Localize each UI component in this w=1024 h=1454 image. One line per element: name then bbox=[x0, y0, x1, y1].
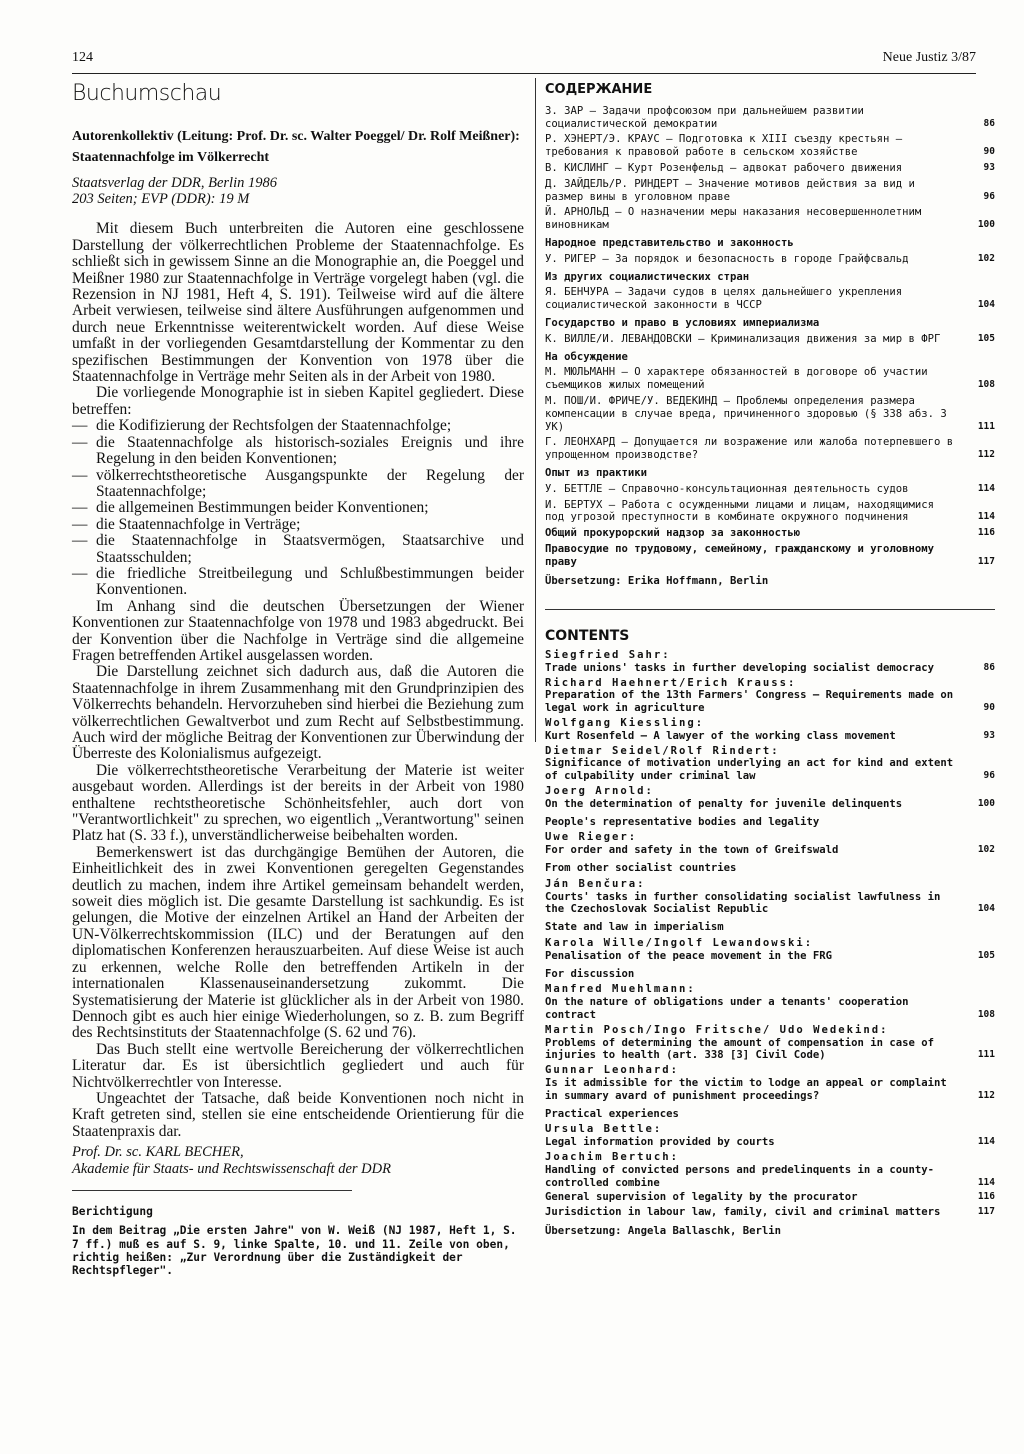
page-header bbox=[72, 50, 976, 72]
chapter-item: — die Staatennachfolge als historisch-soziales Ereignis und ihre Regelung in den beiden Konventionen; bbox=[72, 435, 524, 468]
contents-section-heading: Государство и право в условиях империализма bbox=[545, 316, 820, 329]
contents-entry bbox=[545, 1206, 995, 1219]
contents-entry-page: 108 bbox=[977, 1009, 995, 1021]
contents-entry bbox=[545, 1024, 995, 1062]
review-paragraph: Ungeachtet der Tatsache, daß beide Konventionen noch nicht in Kraft getreten sind, stellen sie eine entscheidende Orientierung für die Staatenpraxis dar. bbox=[72, 1089, 524, 1140]
contents-entry-title: On the determination of penalty for juvenile delinquents bbox=[545, 797, 903, 810]
chapter-item: — die Staatennachfolge in Staatsvermögen, Staatsarchive und Staatsschulden; bbox=[72, 533, 524, 566]
contents-entry-text-block bbox=[545, 1064, 971, 1102]
chapter-item: — die allgemeinen Bestimmungen beider Konventionen; bbox=[72, 500, 524, 516]
contents-entry bbox=[545, 785, 995, 811]
correction-text: In dem Beitrag „Die ersten Jahre" von W. Weiß (NJ 1987, Heft 1, S. 7 ff.) muß es auf S. 9, linke Spalte, 10. und 11. Zeile von oben, richtig heißen: „Zur Verordnung über die Zuständigkeit der Rechtspfleger". bbox=[72, 1224, 517, 1277]
contents-entry-title: Problems of determining the amount of compensation in case of injuries to health (art. 338 [3] Civil Code) bbox=[545, 1036, 935, 1062]
contents-entry bbox=[545, 483, 995, 496]
contents-entry bbox=[545, 1151, 995, 1189]
contents-entry-text-block bbox=[545, 253, 971, 266]
contents-section-heading: Из других социалистических стран bbox=[545, 270, 750, 283]
english-translator: Übersetzung: Angela Ballaschk, Berlin bbox=[545, 1224, 781, 1237]
contents-entry-author: Gunnar Leonhard: bbox=[545, 1064, 680, 1077]
contents-entry bbox=[545, 527, 995, 540]
contents-entry-page: 111 bbox=[977, 420, 995, 432]
contents-section-heading: Practical experiences bbox=[545, 1107, 679, 1120]
contents-entry-title: М. МЮЛЬМАНН — О характере обязанностей в договоре об участии съемщиков жилых помещений bbox=[545, 366, 928, 392]
review-authors: Autorenkollektiv (Leitung: Prof. Dr. sc. Walter Poeggel/ Dr. Rolf Meißner): bbox=[72, 129, 520, 145]
contents-entry-author: Uwe Rieger: bbox=[545, 831, 638, 844]
contents-entry bbox=[545, 366, 995, 392]
contents-entry-title: Courts' tasks in further consolidating socialist lawfulness in the Czechoslovak Socialist Republic bbox=[545, 890, 941, 916]
contents-section-heading: State and law in imperialism bbox=[545, 921, 724, 934]
chapter-list bbox=[72, 418, 524, 598]
contents-section-heading: На обсуждение bbox=[545, 350, 628, 363]
contents-entry-title: Р. ХЭНЕРТ/Э. КРАУС — Подготовка к XIII съезду крестьян — требования к правовой работе в сельском хозяйстве bbox=[545, 133, 903, 159]
contents-column bbox=[545, 84, 995, 1238]
contents-entry bbox=[545, 543, 995, 569]
contents-entry-title: Is it admissible for the victim to lodge an appeal or complaint in summary avard of punishment proceedings? bbox=[545, 1077, 947, 1102]
contents-section-heading: From other socialist countries bbox=[545, 862, 737, 875]
contents-entry-text-block bbox=[545, 878, 971, 916]
russian-contents-list bbox=[545, 105, 995, 569]
reviewer-signature bbox=[72, 1144, 524, 1178]
review-paragraph: Die völkerrechtstheoretische Verarbeitung der Materie ist weiter ausgebaut worden. Allerdings ist der bereits in der Arbeit von 1980 enthaltene rechtstheoretische Schönheitsfehler, auch dort von "Verantwortlichkeit" zu sprechen, wo eigentlich „Verantwortung" seinen Platz hat (S. 33 f.), unverständlicherweise beibehalten worden. bbox=[72, 761, 524, 845]
contents-entry-title: Significance of motivation underlying an act for kind and extent of culpability under criminal law bbox=[545, 757, 954, 783]
contents-entry-author: Dietmar Seidel/Rolf Rindert: bbox=[545, 744, 780, 757]
contents-entry-page: 112 bbox=[977, 1089, 995, 1101]
contents-entry-title: Г. ЛЕОНХАРД — Допущается ли возражение или жалоба потерпевшего в упрощенном производстве? bbox=[545, 436, 954, 462]
contents-entry-page: 96 bbox=[983, 770, 995, 782]
chapter-item: — die Kodifizierung der Rechtsfolgen der Staatennachfolge; bbox=[72, 418, 524, 434]
contents-entry bbox=[545, 1123, 995, 1149]
contents-entry bbox=[545, 395, 995, 433]
contents-entry-title: Общий прокурорский надзор за законностью bbox=[545, 527, 801, 540]
contents-entry-text-block bbox=[545, 1206, 971, 1219]
contents-entry-text-block bbox=[545, 983, 971, 1021]
contents-entry-text-block bbox=[545, 527, 971, 540]
contents-entry-author: Ján Benčura: bbox=[545, 877, 646, 890]
contents-entry-page: 105 bbox=[977, 949, 995, 961]
contents-entry-page: 90 bbox=[983, 146, 995, 158]
review-paragraph: Die Darstellung zeichnet sich dadurch aus, daß die Autoren die Staatennachfolge in ihrem Zusammenhang mit den Grundprinzipien des Völkerrechts behandeln. Hervorzuheben sind hierbei die Beziehung zum völkerrechtlichen Gewaltverbot und zum Recht auf Selbstbestimmung. Auch wird der mögliche Beitrag der Konventionen zur Überwindung der Überreste des Kolonialismus aufgezeigt. bbox=[72, 663, 524, 763]
contents-entry-title: К. ВИЛЛЕ/И. ЛЕВАНДОВСКИ — Криминализация движения за мир в ФРГ bbox=[545, 332, 941, 345]
contents-entry bbox=[545, 677, 995, 715]
contents-entry-page: 114 bbox=[977, 482, 995, 494]
section-rule bbox=[72, 1190, 352, 1191]
contents-entry-page: 114 bbox=[977, 511, 995, 523]
contents-entry-text-block bbox=[545, 785, 971, 811]
contents-entry-page: 116 bbox=[977, 1191, 995, 1203]
contents-entry-text-block bbox=[545, 937, 971, 963]
contents-entry-title: Jurisdiction in labour law, family, civil and criminal matters bbox=[545, 1206, 941, 1219]
contents-entry-title: Й. АРНОЛЬД — О назначении меры наказания несовершеннолетним виновникам bbox=[545, 206, 922, 232]
russian-translator: Übersetzung: Erika Hoffmann, Berlin bbox=[545, 574, 769, 587]
contents-section-heading: People's representative bodies and legality bbox=[545, 815, 820, 828]
contents-entry bbox=[545, 333, 995, 346]
contents-entry bbox=[545, 649, 995, 675]
contents-entry-text-block bbox=[545, 1191, 971, 1204]
contents-entry-author: Manfred Muehlmann: bbox=[545, 983, 696, 996]
contents-entry-text-block bbox=[545, 286, 971, 312]
contents-entry bbox=[545, 105, 995, 131]
correction-notice bbox=[72, 1205, 524, 1277]
reviewer-affiliation: Akademie für Staats- und Rechtswissenschaft der DDR bbox=[72, 1161, 391, 1178]
chapter-item: — die Staatennachfolge in Verträge; bbox=[72, 517, 524, 533]
contents-entry-page: 93 bbox=[983, 161, 995, 173]
contents-entry-page: 114 bbox=[977, 1136, 995, 1148]
contents-entry-author: Joachim Bertuch: bbox=[545, 1150, 680, 1163]
contents-entry-text-block bbox=[545, 436, 971, 462]
contents-entry-text-block bbox=[545, 366, 971, 392]
contents-entry bbox=[545, 937, 995, 963]
contents-entry-page: 96 bbox=[983, 190, 995, 202]
review-paragraph: Mit diesem Buch unterbreiten die Autoren eine geschlossene Darstellung der völkerrechtlichen Probleme der Staatennachfolge. Es schließt sich in gewissem Sinne an die Monographie an, die Poeggel und Meißner 1980 zur Staatennachfolge in Verträge vorgelegt haben (vgl. die Rezension in NJ 1981, Heft 4, S. 191). Teilweise wird auf die ältere Arbeit verwiesen, teilweise sind ältere Ausführungen aufgenommen und durch neue Erkenntnisse weiterentwickelt worden. Auf diese Weise umfaßt in der vorliegenden Gesamtdarstellung der Kommentar zu den spezifischen Bestimmungen der Konvention von 1978 über die Staatennachfolge in Verträge mehr Seiten als in der Arbeit von 1980. bbox=[72, 220, 524, 386]
review-paragraph: Das Buch stellt eine wertvolle Bereicherung der völkerrechtlichen Literatur dar. Es ist übersichtlich gegliedert und auch für Nichtvölkerrechtler von Interesse. bbox=[72, 1040, 524, 1091]
publisher: Staatsverlag der DDR, Berlin 1986 bbox=[72, 175, 277, 192]
contents-entry bbox=[545, 745, 995, 783]
contents-entry-title: У. БЕТТЛЕ — Справочно-консультационная деятельность судов bbox=[545, 482, 909, 495]
contents-entry-author: Karola Wille/Ingolf Lewandowski: bbox=[545, 937, 814, 950]
contents-entry-title: For order and safety in the town of Greifswald bbox=[545, 844, 839, 857]
contents-entry bbox=[545, 436, 995, 462]
contents-entry-text-block bbox=[545, 1151, 971, 1189]
journal-issue: Neue Justiz 3/87 bbox=[882, 50, 976, 65]
review-paragraph: Die vorliegende Monographie ist in sieben Kapitel gegliedert. Diese betreffen: bbox=[72, 384, 524, 418]
contents-entry-text-block bbox=[545, 1024, 971, 1062]
contents-entry-text-block bbox=[545, 206, 971, 232]
contents-entry-text-block bbox=[545, 543, 971, 569]
contents-entry-author: Ursula Bettle: bbox=[545, 1123, 663, 1136]
contents-entry-title: Д. ЗАЙДЕЛЬ/Р. РИНДЕРТ — Значение мотивов действия за вид и размер вины в уголовном праве bbox=[545, 177, 915, 203]
contents-entry-author: Joerg Arnold: bbox=[545, 785, 654, 798]
contents-entry-text-block bbox=[545, 831, 971, 857]
contents-section-heading: For discussion bbox=[545, 967, 635, 980]
contents-entry-title: Kurt Rosenfeld — A lawyer of the working class movement bbox=[545, 729, 896, 742]
contents-entry bbox=[545, 499, 995, 525]
contents-entry-title: И. БЕРТУХ — Работа с осужденными лицами и лицам, находящимися под угрозой преступности в комбинате окружного подчинения bbox=[545, 498, 935, 524]
publication-info bbox=[72, 175, 524, 207]
contents-entry-title: Trade unions' tasks in further developing socialist democracy bbox=[545, 661, 935, 674]
contents-entry-title: Правосудие по трудовому, семейному, гражданскому и уголовному праву bbox=[545, 542, 935, 568]
contents-entry-text-block bbox=[545, 133, 971, 159]
contents-entry-page: 104 bbox=[977, 299, 995, 311]
contents-entry-page: 93 bbox=[983, 729, 995, 741]
contents-entry-text-block bbox=[545, 178, 971, 204]
contents-entry bbox=[545, 1191, 995, 1204]
book-review-column bbox=[72, 81, 524, 1277]
reviewer-name: Prof. Dr. sc. KARL BECHER, bbox=[72, 1144, 244, 1161]
contents-entry-page: 105 bbox=[977, 332, 995, 344]
contents-entry-page: 86 bbox=[983, 117, 995, 129]
contents-entry-title: М. ПОШ/И. ФРИЧЕ/У. ВЕДЕКИНД — Проблемы определения размера компенсации в случае вреда, причиненного здоровью (§ 338 абз. 3 УК) bbox=[545, 394, 947, 433]
contents-entry bbox=[545, 717, 995, 743]
contents-entry-title: У. РИГЕР — За порядок и безопасность в городе Грайфсвальд bbox=[545, 252, 909, 265]
contents-entry bbox=[545, 286, 995, 312]
contents-entry-page: 90 bbox=[983, 702, 995, 714]
contents-section-heading: Опыт из практики bbox=[545, 466, 648, 479]
header-rule bbox=[72, 73, 976, 74]
contents-entry bbox=[545, 831, 995, 857]
contents-entry-text-block bbox=[545, 717, 971, 743]
contents-entry-title: Preparation of the 13th Farmers' Congress — Requirements made on legal work in agriculture bbox=[545, 689, 954, 715]
contents-entry-page: 117 bbox=[977, 555, 995, 567]
contents-entry-page: 111 bbox=[977, 1049, 995, 1061]
contents-entry-title: Я. БЕНЧУРА — Задачи судов в целях дальнейшего укрепления социалистической законности в ЧССР bbox=[545, 286, 903, 312]
correction-title: Berichtigung bbox=[72, 1205, 153, 1219]
english-contents-heading: CONTENTS bbox=[545, 628, 630, 645]
contents-entry-text-block bbox=[545, 483, 971, 496]
contents-entry-text-block bbox=[545, 333, 971, 346]
contents-entry-page: 112 bbox=[977, 449, 995, 461]
contents-entry-author: Martin Posch/Ingo Fritsche/ Udo Wedekind: bbox=[545, 1023, 889, 1036]
review-paragraph: Im Anhang sind die deutschen Übersetzungen der Wiener Konventionen zur Staatennachfolge von 1978 und 1983 abgedruckt. Bei der Konvention über die Nachfolge in Verträge sind die allgemeine Fragen betreffenden Artikel ausgelassen worden. bbox=[72, 597, 524, 664]
contents-entry-page: 100 bbox=[977, 219, 995, 231]
russian-contents-heading: СОДЕРЖАНИЕ bbox=[545, 82, 653, 97]
column-divider bbox=[535, 78, 536, 742]
contents-entry-author: Wolfgang Kiessling: bbox=[545, 717, 705, 730]
contents-entry-text-block bbox=[545, 649, 971, 675]
contents-entry-text-block bbox=[545, 745, 971, 783]
contents-entry-title: Handling of convicted persons and predelinquents in a county-controlled combine bbox=[545, 1163, 935, 1189]
contents-entry bbox=[545, 983, 995, 1021]
contents-entry-title: General supervision of legality by the procurator bbox=[545, 1191, 858, 1204]
contents-entry-title: Legal information provided by courts bbox=[545, 1136, 775, 1149]
contents-entry bbox=[545, 253, 995, 266]
contents-entry bbox=[545, 1064, 995, 1102]
contents-rule bbox=[545, 609, 995, 610]
book-title: Staatennachfolge im Völkerrecht bbox=[72, 150, 270, 166]
contents-entry-text-block bbox=[545, 677, 971, 715]
book-details: 203 Seiten; EVP (DDR): 19 M bbox=[72, 191, 250, 208]
contents-entry-author: Siegfried Sahr: bbox=[545, 649, 671, 662]
contents-section-heading: Народное представительство и законность bbox=[545, 236, 794, 249]
contents-entry-page: 102 bbox=[977, 844, 995, 856]
contents-entry bbox=[545, 162, 995, 175]
contents-entry-page: 86 bbox=[983, 661, 995, 673]
section-title: Buchumschau bbox=[72, 81, 222, 106]
chapter-item: — die friedliche Streitbeilegung und Schlußbestimmungen beider Konventionen. bbox=[72, 566, 524, 599]
contents-entry bbox=[545, 178, 995, 204]
contents-entry-author: Richard Haehnert/Erich Krauss: bbox=[545, 676, 797, 689]
contents-entry-text-block bbox=[545, 395, 971, 433]
contents-entry-title: З. ЗАР — Задачи профсоюзом при дальнейшем развитии социалистической демократии bbox=[545, 104, 864, 130]
contents-entry-title: В. КИСЛИНГ — Курт Розенфельд — адвокат рабочего движения bbox=[545, 161, 903, 174]
page-number: 124 bbox=[72, 50, 93, 65]
contents-entry-page: 116 bbox=[977, 527, 995, 539]
english-contents-list bbox=[545, 649, 995, 1219]
contents-entry-page: 108 bbox=[977, 379, 995, 391]
contents-entry-page: 104 bbox=[977, 903, 995, 915]
contents-entry-title: On the nature of obligations under a tenants' cooperation contract bbox=[545, 996, 909, 1022]
contents-entry bbox=[545, 206, 995, 232]
contents-entry bbox=[545, 133, 995, 159]
contents-entry-page: 117 bbox=[977, 1206, 995, 1218]
contents-entry-page: 102 bbox=[977, 252, 995, 264]
review-paragraph: Bemerkenswert ist das durchgängige Bemühen der Autoren, die Einheitlichkeit des in zwei Konventionen geregelten Gegenstandes deutlich zu machen, indem ihre Artikel gemeinsam behandelt werden, soweit dies möglich ist. Die gesamte Darstellung ist sachkundig. Es ist gelungen, die Motive der einzelnen Artikel an Hand der Arbeiten der UN-Völkerrechtskommission (ILC) und der Beratungen auf den diplomatischen Konferenzen herauszuarbeiten. Auf diese Weise ist auch zu erkennen, welche Rolle den betreffenden Artikeln in der internationalen Klassenauseinandersetzung zukommt. Die Systematisierung der Materie ist glücklicher als in der Arbeit von 1980. Dennoch gibt es auch hier einige Wiederholungen, so z. B. zum Begriff des Rechtsinstituts der Staatennachfolge (S. 62 und 76). bbox=[72, 843, 524, 1042]
contents-entry-text-block bbox=[545, 499, 971, 525]
contents-entry-text-block bbox=[545, 162, 971, 175]
contents-entry-page: 100 bbox=[977, 797, 995, 809]
contents-entry-text-block bbox=[545, 105, 971, 131]
contents-entry-page: 114 bbox=[977, 1176, 995, 1188]
chapter-item: — völkerrechtstheoretische Ausgangspunkte der Regelung der Staatennachfolge; bbox=[72, 468, 524, 501]
contents-entry bbox=[545, 878, 995, 916]
contents-entry-title: Penalisation of the peace movement in the FRG bbox=[545, 949, 833, 962]
contents-entry-text-block bbox=[545, 1123, 971, 1149]
